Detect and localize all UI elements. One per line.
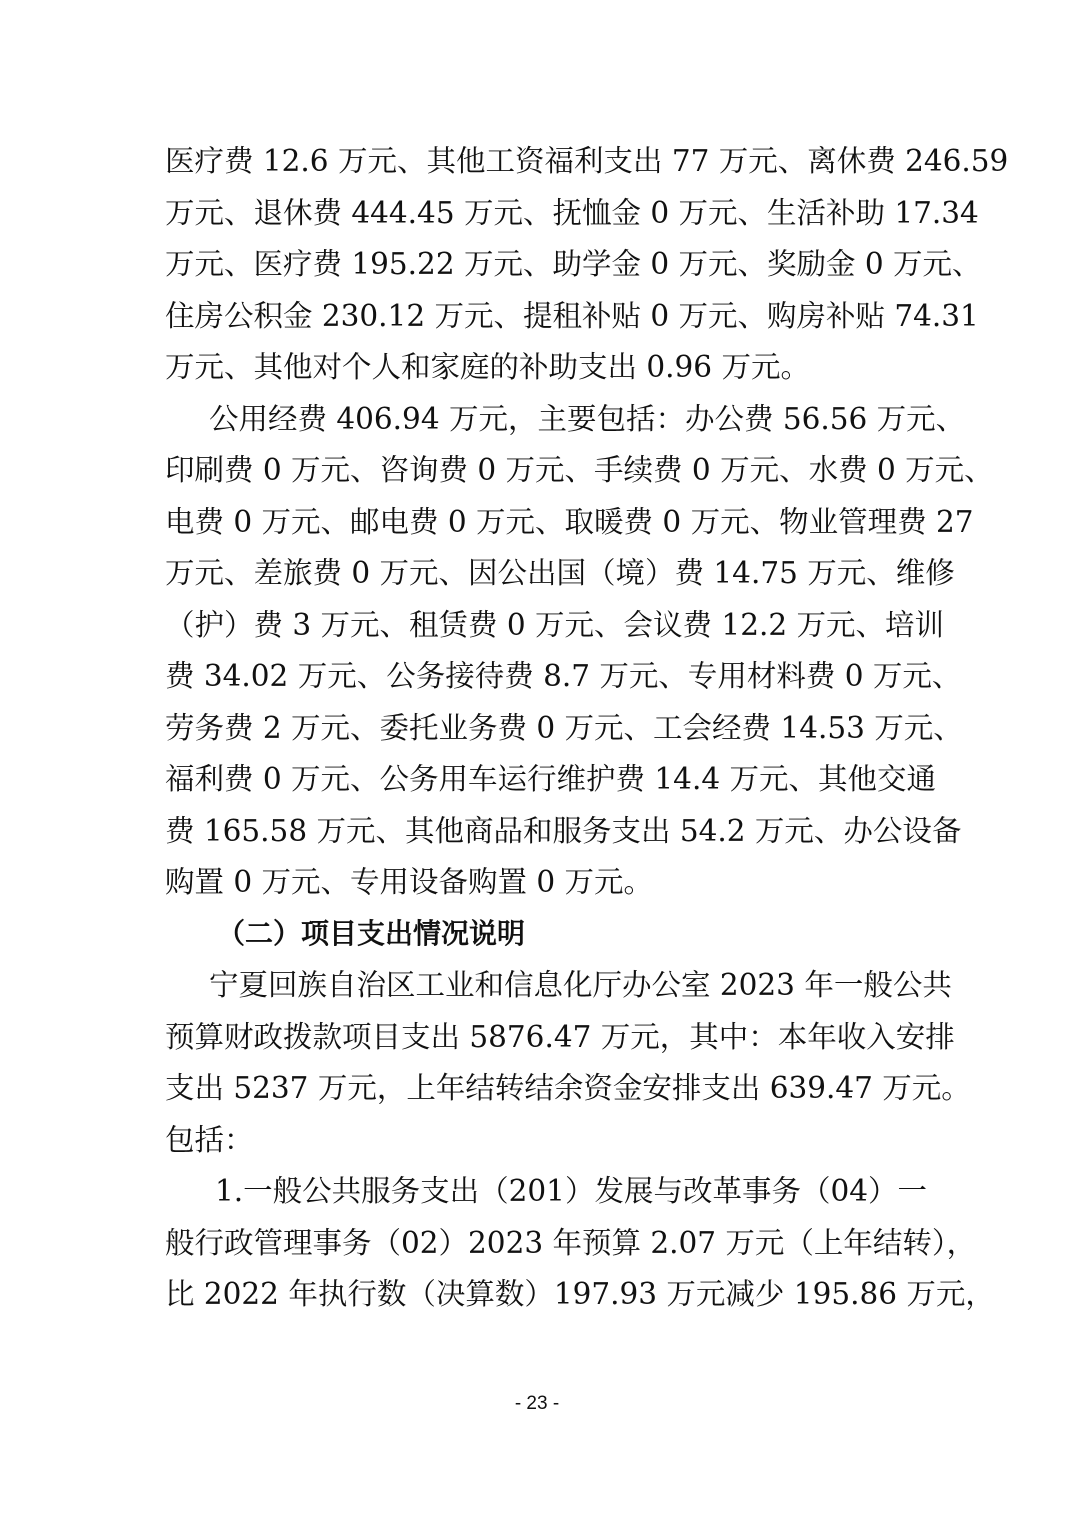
text-line: 费 34.02 万元、公务接待费 8.7 万元、专用材料费 0 万元、 — [165, 659, 962, 693]
text-line: 万元、医疗费 195.22 万元、助学金 0 万元、奖励金 0 万元、 — [165, 247, 982, 281]
text-line: 宁夏回族自治区工业和信息化厅办公室 2023 年一般公共 — [209, 968, 952, 1002]
text-line: 印刷费 0 万元、咨询费 0 万元、手续费 0 万元、水费 0 万元、 — [165, 453, 994, 487]
text-line: 费 165.58 万元、其他商品和服务支出 54.2 万元、办公设备 — [165, 813, 962, 848]
text-line: 住房公积金 230.12 万元、提租补贴 0 万元、购房补贴 74.31 — [165, 298, 979, 333]
text-line: 万元、差旅费 0 万元、因公出国（境）费 14.75 万元、维修 — [165, 556, 955, 590]
text-line: 福利费 0 万元、公务用车运行维护费 14.4 万元、其他交通 — [165, 762, 936, 796]
text-line: 医疗费 12.6 万元、其他工资福利支出 77 万元、离休费 246.59 — [165, 144, 1009, 178]
section-heading: （二）项目支出情况说明 — [217, 916, 526, 950]
body-text — [165, 138, 1009, 1323]
text-line: 劳务费 2 万元、委托业务费 0 万元、工会经费 14.53 万元、 — [165, 710, 963, 745]
text-line: 万元、其他对个人和家庭的补助支出 0.96 万元。 — [165, 350, 810, 384]
text-line: 预算财政拨款项目支出 5876.47 万元，其中：本年收入安排 — [165, 1019, 955, 1054]
text-line: 支出 5237 万元，上年结转结余资金安排支出 639.47 万元。 — [165, 1071, 971, 1105]
text-line: 公用经费 406.94 万元，主要包括：办公费 56.56 万元、 — [209, 401, 966, 436]
text-line: 电费 0 万元、邮电费 0 万元、取暖费 0 万元、物业管理费 27 — [165, 504, 974, 539]
text-line: 万元、退休费 444.45 万元、抚恤金 0 万元、生活补助 17.34 — [165, 195, 979, 230]
text-line: 比 2022 年执行数（决算数）197.93 万元减少 195.86 万元， — [165, 1277, 995, 1311]
text-line: 购置 0 万元、专用设备购置 0 万元。 — [165, 865, 654, 899]
text-line: 般行政管理事务（02）2023 年预算 2.07 万元（上年结转）， — [165, 1225, 977, 1260]
text-line: 1.一般公共服务支出（201）发展与改革事务（04）一 — [215, 1174, 927, 1208]
text-line: （护）费 3 万元、租赁费 0 万元、会议费 12.2 万元、培训 — [165, 607, 944, 642]
text-line: 包括： — [165, 1122, 254, 1157]
page-number: - 23 - — [514, 1393, 560, 1414]
